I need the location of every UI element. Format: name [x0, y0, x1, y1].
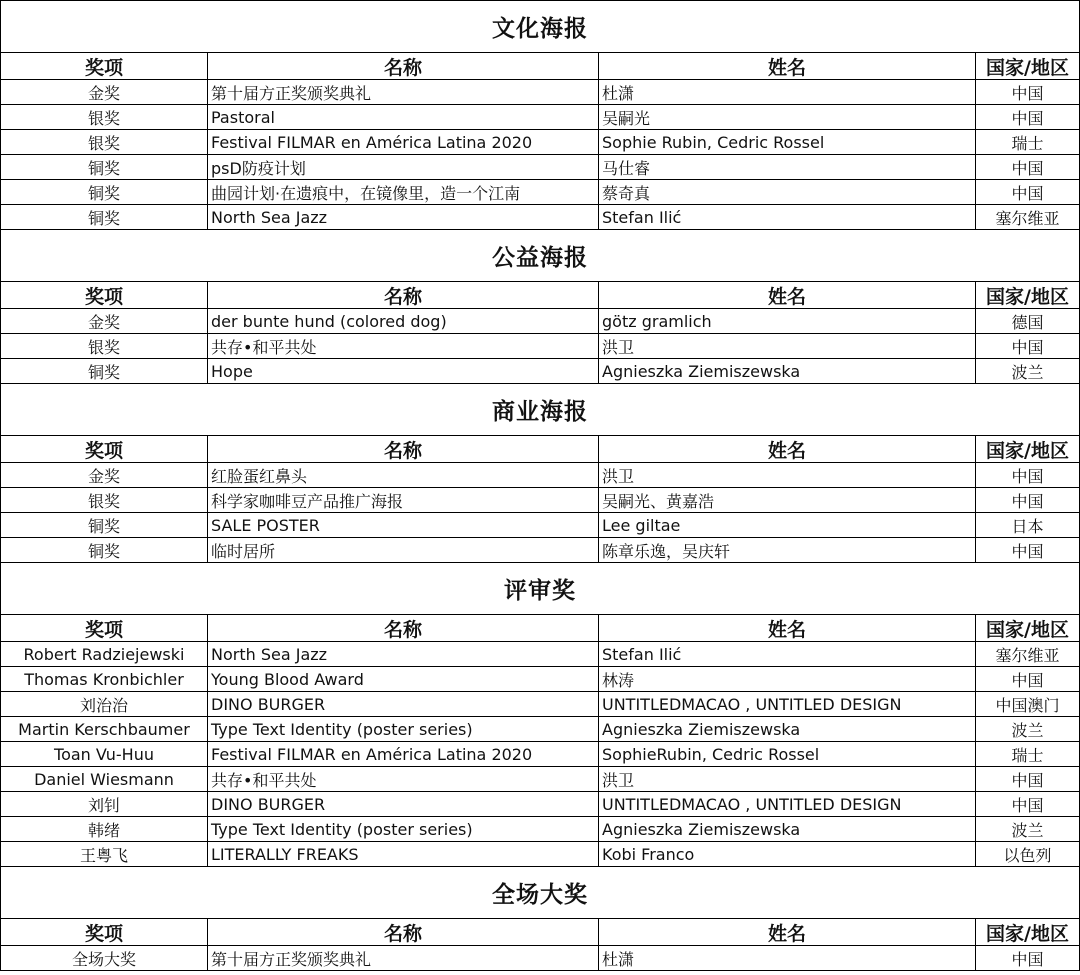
award-cell: 金奖: [0, 309, 207, 333]
designer-name-cell: götz gramlich: [598, 309, 975, 333]
award-cell: 银奖: [0, 130, 207, 154]
award-cell: 全场大奖: [0, 946, 207, 970]
country-cell: 中国: [975, 767, 1080, 791]
country-cell: 日本: [975, 513, 1080, 537]
work-title-cell: 共存•和平共处: [207, 767, 598, 791]
work-title-cell: Type Text Identity (poster series): [207, 817, 598, 841]
column-header: 名称: [207, 53, 598, 79]
designer-name-cell: 陈章乐逸，吴庆轩: [598, 538, 975, 562]
work-title-cell: Festival FILMAR en América Latina 2020: [207, 742, 598, 766]
work-title-cell: psD防疫计划: [207, 155, 598, 179]
award-cell: Thomas Kronbichler: [0, 667, 207, 691]
designer-name-cell: 杜潇: [598, 80, 975, 104]
column-header: 奖项: [0, 53, 207, 79]
table-row: [0, 841, 1080, 866]
column-header-row: [0, 918, 1080, 945]
award-cell: 王粤飞: [0, 842, 207, 866]
designer-name-cell: UNTITLEDMACAO , UNTITLED DESIGN: [598, 792, 975, 816]
country-cell: 德国: [975, 309, 1080, 333]
work-title-cell: Type Text Identity (poster series): [207, 717, 598, 741]
designer-name-cell: Kobi Franco: [598, 842, 975, 866]
country-cell: 中国: [975, 667, 1080, 691]
section-title-row: [0, 229, 1080, 281]
country-cell: 波兰: [975, 359, 1080, 383]
designer-name-cell: 洪卫: [598, 463, 975, 487]
column-header: 国家/地区: [975, 282, 1080, 308]
award-cell: 铜奖: [0, 359, 207, 383]
work-title-cell: Festival FILMAR en América Latina 2020: [207, 130, 598, 154]
column-header: 姓名: [598, 615, 975, 641]
work-title-cell: LITERALLY FREAKS: [207, 842, 598, 866]
work-title-cell: Hope: [207, 359, 598, 383]
column-header: 奖项: [0, 615, 207, 641]
country-cell: 中国澳门: [975, 692, 1080, 716]
column-header-row: [0, 52, 1080, 79]
designer-name-cell: Agnieszka Ziemiszewska: [598, 359, 975, 383]
table-row: [0, 716, 1080, 741]
designer-name-cell: 洪卫: [598, 767, 975, 791]
work-title-cell: 临时居所: [207, 538, 598, 562]
designer-name-cell: Agnieszka Ziemiszewska: [598, 717, 975, 741]
designer-name-cell: 吴嗣光、黄嘉浩: [598, 488, 975, 512]
work-title-cell: North Sea Jazz: [207, 642, 598, 666]
table-row: [0, 741, 1080, 766]
table-row: [0, 537, 1080, 562]
column-header-row: [0, 435, 1080, 462]
designer-name-cell: Stefan Ilić: [598, 642, 975, 666]
country-cell: 中国: [975, 155, 1080, 179]
column-header: 姓名: [598, 53, 975, 79]
country-cell: 中国: [975, 538, 1080, 562]
table-row: [0, 791, 1080, 816]
work-title-cell: 第十届方正奖颁奖典礼: [207, 946, 598, 970]
column-header: 姓名: [598, 282, 975, 308]
country-cell: 中国: [975, 80, 1080, 104]
table-row: [0, 641, 1080, 666]
award-cell: Toan Vu-Huu: [0, 742, 207, 766]
column-header: 名称: [207, 919, 598, 945]
designer-name-cell: Sophie Rubin, Cedric Rossel: [598, 130, 975, 154]
column-header: 国家/地区: [975, 615, 1080, 641]
table-row: [0, 179, 1080, 204]
country-cell: 瑞士: [975, 742, 1080, 766]
work-title-cell: der bunte hund (colored dog): [207, 309, 598, 333]
section-title-row: [0, 383, 1080, 435]
table-row: [0, 104, 1080, 129]
work-title-cell: SALE POSTER: [207, 513, 598, 537]
column-header: 奖项: [0, 282, 207, 308]
column-header: 国家/地区: [975, 436, 1080, 462]
column-header: 姓名: [598, 919, 975, 945]
designer-name-cell: 马仕睿: [598, 155, 975, 179]
work-title-cell: 共存•和平共处: [207, 334, 598, 358]
country-cell: 塞尔维亚: [975, 205, 1080, 229]
section-title-row: [0, 562, 1080, 614]
designer-name-cell: Agnieszka Ziemiszewska: [598, 817, 975, 841]
table-row: [0, 666, 1080, 691]
award-cell: 铜奖: [0, 205, 207, 229]
award-cell: 刘治治: [0, 692, 207, 716]
work-title-cell: 科学家咖啡豆产品推广海报: [207, 488, 598, 512]
table-row: [0, 333, 1080, 358]
designer-name-cell: 林涛: [598, 667, 975, 691]
table-row: [0, 766, 1080, 791]
designer-name-cell: 杜潇: [598, 946, 975, 970]
table-row: [0, 691, 1080, 716]
country-cell: 中国: [975, 463, 1080, 487]
award-cell: 金奖: [0, 463, 207, 487]
country-cell: 波兰: [975, 817, 1080, 841]
award-cell: 刘钊: [0, 792, 207, 816]
country-cell: 中国: [975, 488, 1080, 512]
column-header: 奖项: [0, 919, 207, 945]
award-cell: 铜奖: [0, 155, 207, 179]
award-cell: Martin Kerschbaumer: [0, 717, 207, 741]
country-cell: 中国: [975, 105, 1080, 129]
award-cell: Robert Radziejewski: [0, 642, 207, 666]
table-row: [0, 79, 1080, 104]
table-row: [0, 945, 1080, 970]
section-title-row: [0, 866, 1080, 918]
award-cell: 银奖: [0, 488, 207, 512]
table-row: [0, 129, 1080, 154]
column-header: 名称: [207, 615, 598, 641]
table-row: [0, 204, 1080, 229]
designer-name-cell: UNTITLEDMACAO , UNTITLED DESIGN: [598, 692, 975, 716]
work-title-cell: Young Blood Award: [207, 667, 598, 691]
award-cell: 银奖: [0, 105, 207, 129]
country-cell: 波兰: [975, 717, 1080, 741]
work-title-cell: 红脸蛋红鼻头: [207, 463, 598, 487]
designer-name-cell: Stefan Ilić: [598, 205, 975, 229]
section-title-row: [0, 0, 1080, 52]
country-cell: 中国: [975, 792, 1080, 816]
country-cell: 中国: [975, 180, 1080, 204]
designer-name-cell: Lee giltae: [598, 513, 975, 537]
section-title: 文化海报: [492, 16, 588, 42]
column-header-row: [0, 281, 1080, 308]
work-title-cell: 第十届方正奖颁奖典礼: [207, 80, 598, 104]
award-cell: 韩绪: [0, 817, 207, 841]
designer-name-cell: 蔡奇真: [598, 180, 975, 204]
column-header: 国家/地区: [975, 919, 1080, 945]
section-title: 评审奖: [504, 578, 576, 604]
country-cell: 瑞士: [975, 130, 1080, 154]
work-title-cell: North Sea Jazz: [207, 205, 598, 229]
column-header: 国家/地区: [975, 53, 1080, 79]
section-title: 公益海报: [492, 245, 588, 271]
work-title-cell: DINO BURGER: [207, 792, 598, 816]
table-row: [0, 816, 1080, 841]
table-row: [0, 487, 1080, 512]
table-row: [0, 308, 1080, 333]
table-row: [0, 512, 1080, 537]
work-title-cell: 曲园计划·在遗痕中，在镜像里，造一个江南: [207, 180, 598, 204]
country-cell: 塞尔维亚: [975, 642, 1080, 666]
award-cell: 铜奖: [0, 513, 207, 537]
country-cell: 中国: [975, 334, 1080, 358]
designer-name-cell: 洪卫: [598, 334, 975, 358]
table-bottom-border: [0, 970, 1080, 971]
award-cell: 铜奖: [0, 180, 207, 204]
column-header: 姓名: [598, 436, 975, 462]
column-header: 名称: [207, 436, 598, 462]
country-cell: 以色列: [975, 842, 1080, 866]
section-title: 全场大奖: [492, 882, 588, 908]
designer-name-cell: SophieRubin, Cedric Rossel: [598, 742, 975, 766]
award-cell: Daniel Wiesmann: [0, 767, 207, 791]
column-header-row: [0, 614, 1080, 641]
country-cell: 中国: [975, 946, 1080, 970]
work-title-cell: DINO BURGER: [207, 692, 598, 716]
award-cell: 铜奖: [0, 538, 207, 562]
designer-name-cell: 吴嗣光: [598, 105, 975, 129]
award-cell: 金奖: [0, 80, 207, 104]
table-row: [0, 462, 1080, 487]
section-title: 商业海报: [492, 399, 588, 425]
column-header: 奖项: [0, 436, 207, 462]
table-row: [0, 154, 1080, 179]
column-header: 名称: [207, 282, 598, 308]
award-cell: 银奖: [0, 334, 207, 358]
table-row: [0, 358, 1080, 383]
work-title-cell: Pastoral: [207, 105, 598, 129]
